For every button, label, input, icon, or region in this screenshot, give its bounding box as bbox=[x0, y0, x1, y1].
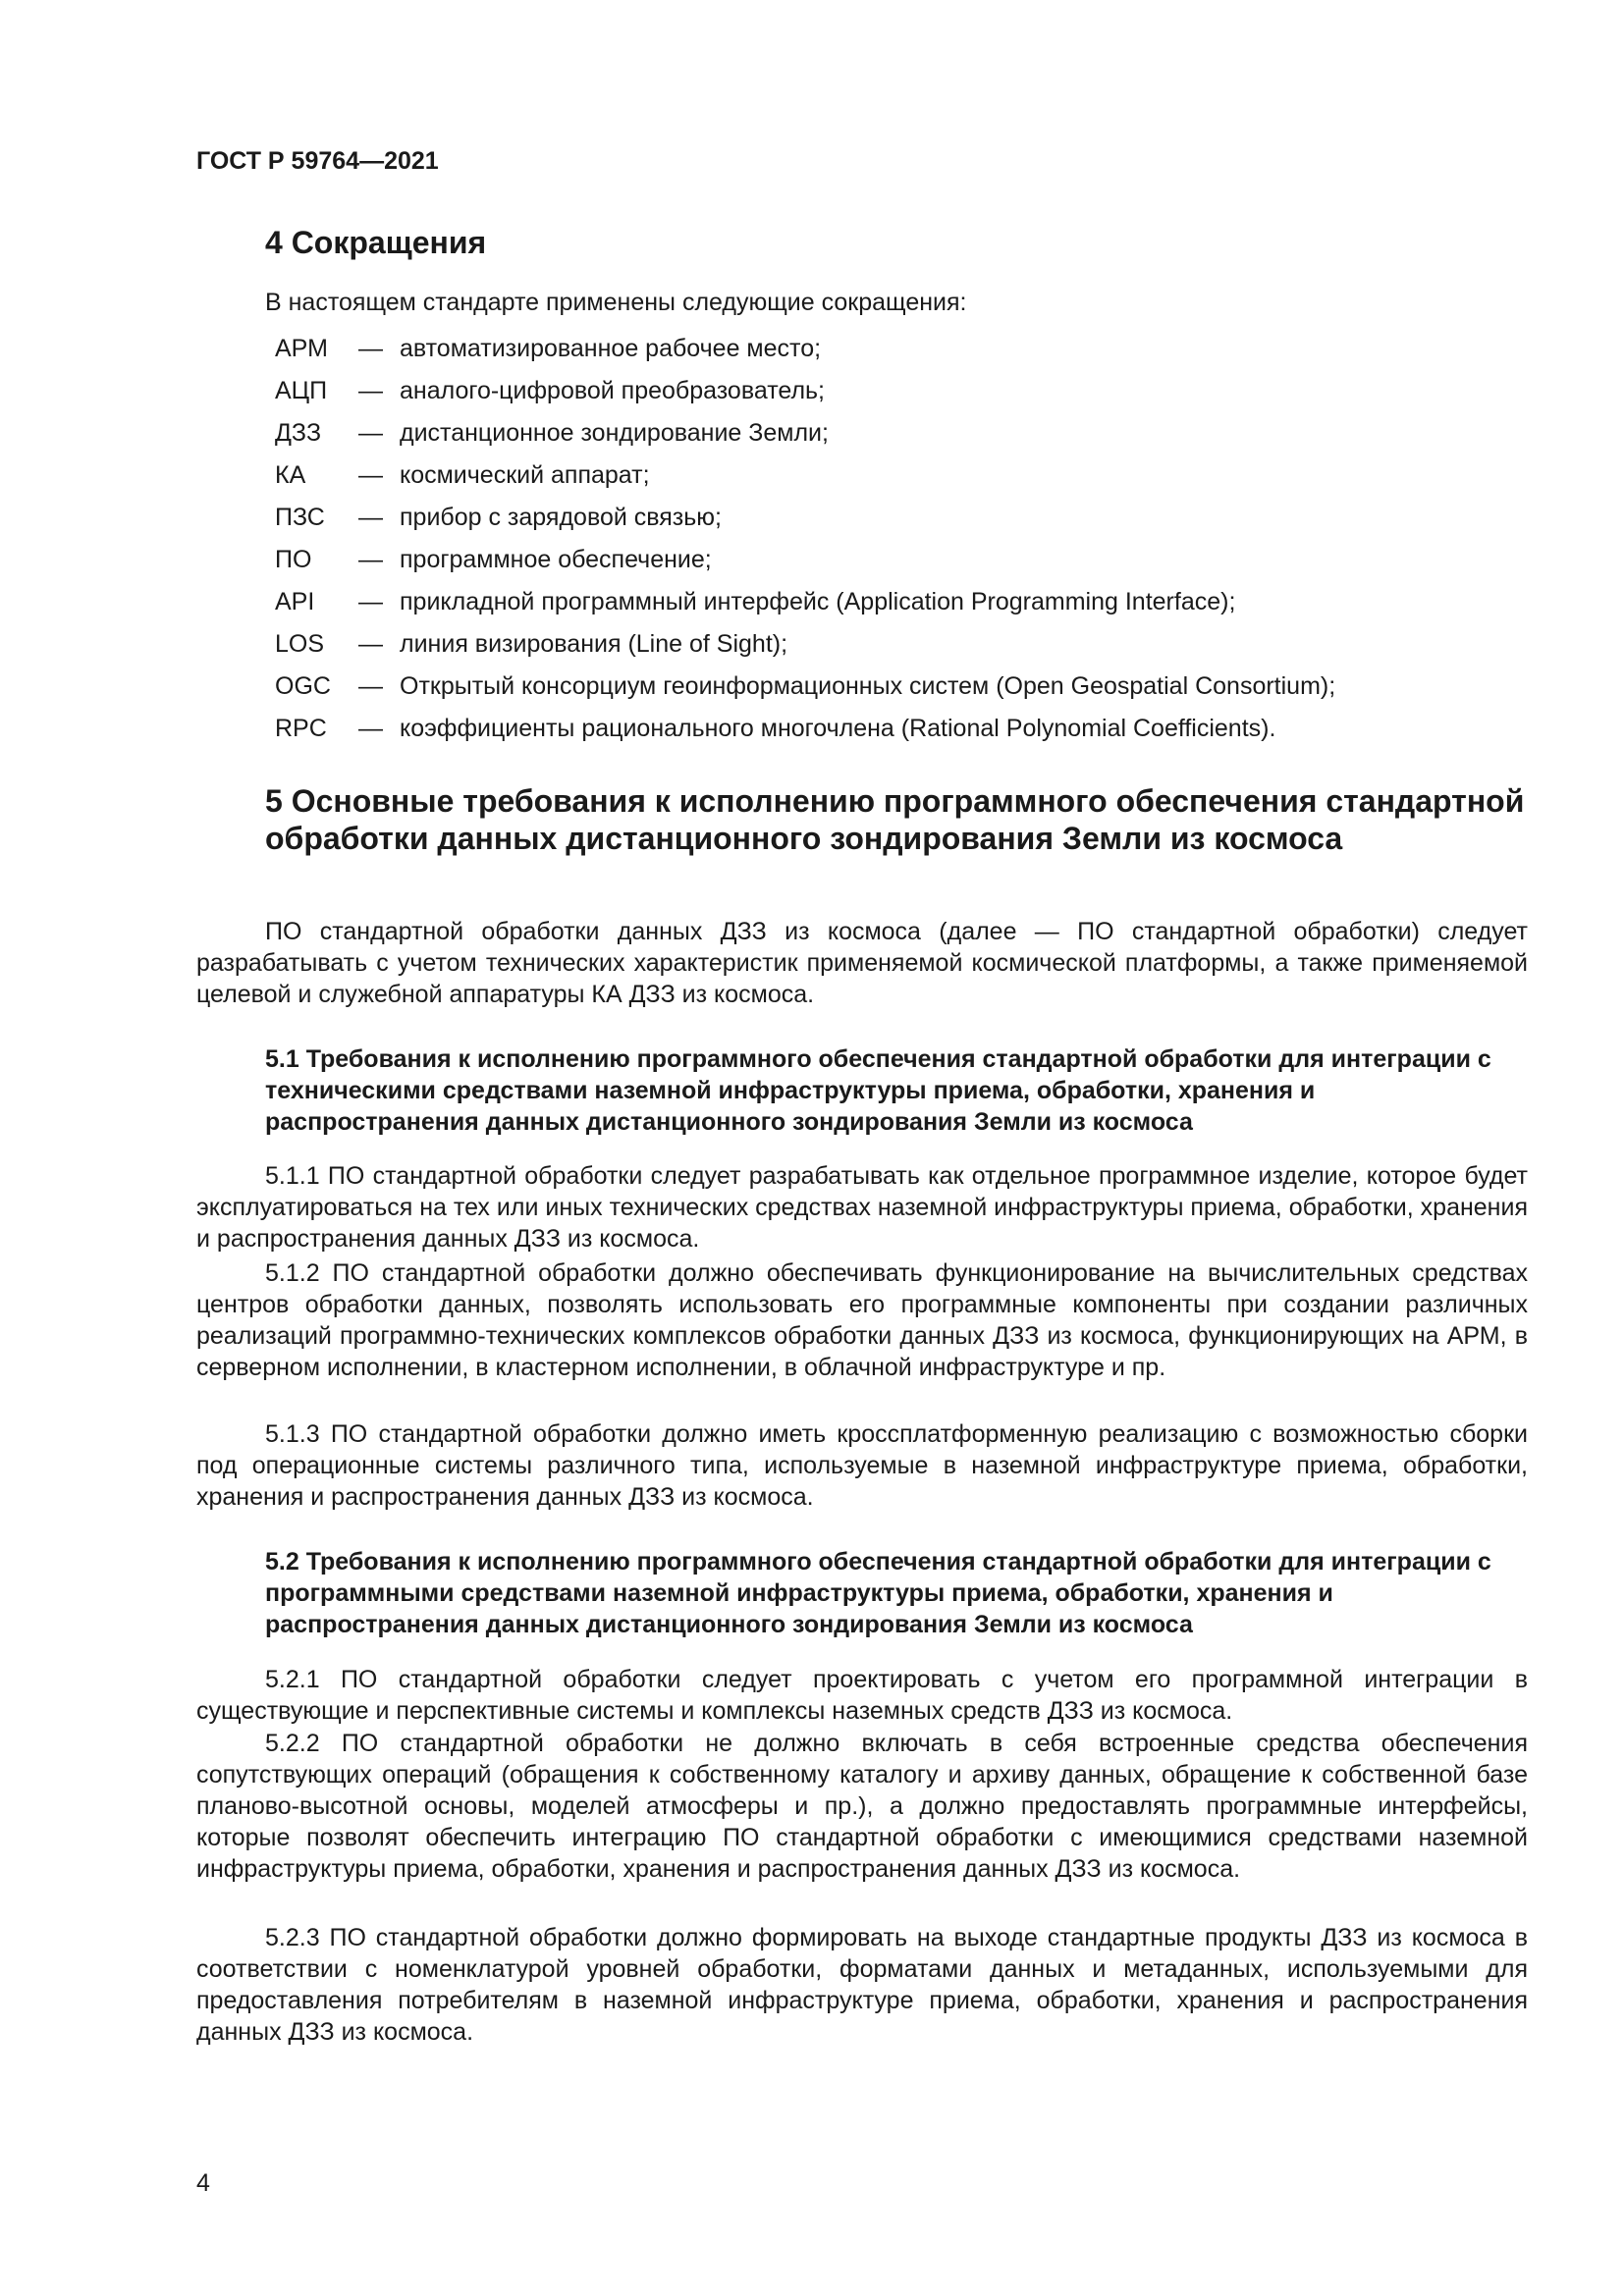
abbreviation-dash: — bbox=[358, 588, 383, 615]
abbreviation-code: API bbox=[275, 588, 315, 615]
abbreviation-definition: линия визирования (Line of Sight); bbox=[400, 630, 788, 658]
page-number: 4 bbox=[196, 2169, 210, 2197]
abbreviation-code: RPC bbox=[275, 715, 327, 742]
abbreviation-code: LOS bbox=[275, 630, 325, 658]
abbreviation-item bbox=[275, 581, 1335, 623]
abbreviation-definition: космический аппарат; bbox=[400, 461, 650, 489]
abbreviation-code: ПО bbox=[275, 546, 312, 573]
abbreviation-dash: — bbox=[358, 504, 383, 531]
abbreviation-dash: — bbox=[358, 335, 383, 362]
abbreviation-dash: — bbox=[358, 419, 383, 447]
abbreviation-code: АЦП bbox=[275, 377, 328, 404]
abbreviation-item bbox=[275, 539, 1335, 581]
abbreviation-code: КА bbox=[275, 461, 306, 489]
section-5-intro: ПО стандартной обработки данных ДЗЗ из космоса (далее — ПО стандартной обработки) следует разрабатывать с учетом технических характеристик применяемой космической платформы, а также применяемой целевой и служебной аппаратуры КА ДЗЗ из космоса. bbox=[196, 918, 1528, 1008]
abbreviation-item bbox=[275, 370, 1335, 412]
abbreviation-definition: аналого-цифровой преобразователь; bbox=[400, 377, 825, 404]
paragraph-5-1-1: 5.1.1 ПО стандартной обработки следует разрабатывать как отдельное программное изделие, которое будет эксплуатироваться на тех или иных технических средствах наземной инфраструктуры приема, обработки, хранения и распространения данных ДЗЗ из космоса. bbox=[196, 1162, 1528, 1253]
abbreviation-definition: прикладной программный интерфейс (Application Programming Interface); bbox=[400, 588, 1236, 615]
document-id-header: ГОСТ Р 59764—2021 bbox=[196, 147, 439, 175]
abbreviations-list bbox=[275, 328, 1335, 750]
abbreviation-dash: — bbox=[358, 377, 383, 404]
abbreviation-item bbox=[275, 412, 1335, 454]
abbreviation-definition: автоматизированное рабочее место; bbox=[400, 335, 822, 362]
paragraph-5-1-3: 5.1.3 ПО стандартной обработки должно иметь кроссплатформенную реализацию с возможностью сборки под операционные системы различного типа, используемые в наземной инфраструктуре приема, обработки, хранения и распространения данных ДЗЗ из космоса. bbox=[196, 1420, 1528, 1511]
abbreviation-dash: — bbox=[358, 630, 383, 658]
paragraph-5-2-3: 5.2.3 ПО стандартной обработки должно формировать на выходе стандартные продукты ДЗЗ из космоса в соответствии с номенклатурой уровней обработки, форматами данных и метаданных, используемыми для предоставления потребителям в наземной инфраструктуре приема, обработки, хранения и распространения данных ДЗЗ из космоса. bbox=[196, 1924, 1528, 2046]
abbreviation-code: OGC bbox=[275, 672, 331, 700]
abbreviation-definition: программное обеспечение; bbox=[400, 546, 712, 573]
abbreviation-dash: — bbox=[358, 546, 383, 573]
section-4-title: 4 Сокращения bbox=[265, 225, 487, 260]
abbreviation-definition: Открытый консорциум геоинформационных систем (Open Geospatial Consortium); bbox=[400, 672, 1336, 700]
paragraph-5-2-1: 5.2.1 ПО стандартной обработки следует проектировать с учетом его программной интеграции в существующие и перспективные системы и комплексы наземных средств ДЗЗ из космоса. bbox=[196, 1666, 1528, 1725]
abbreviation-item bbox=[275, 666, 1335, 708]
section-4-intro: В настоящем стандарте применены следующие сокращения: bbox=[265, 289, 967, 316]
abbreviation-dash: — bbox=[358, 715, 383, 742]
abbreviation-dash: — bbox=[358, 461, 383, 489]
subsection-5-1-title: 5.1 Требования к исполнению программного обеспечения стандартной обработки для интеграции с техническими средствами наземной инфраструктуры приема, обработки, хранения и распространения данных дистанционного зондирования Земли из космоса bbox=[265, 1045, 1491, 1136]
abbreviation-item bbox=[275, 708, 1335, 750]
paragraph-5-1-2: 5.1.2 ПО стандартной обработки должно обеспечивать функционирование на вычислительных средствах центров обработки данных, позволять использовать его программные компоненты при создании различных реализаций программно-технических комплексов обработки данных ДЗЗ из космоса, функционирующих на АРМ, в серверном исполнении, в кластерном исполнении, в облачной инфраструктуре и пр. bbox=[196, 1259, 1528, 1381]
abbreviation-item bbox=[275, 328, 1335, 370]
subsection-5-2-title: 5.2 Требования к исполнению программного обеспечения стандартной обработки для интеграции с программными средствами наземной инфраструктуры приема, обработки, хранения и распространения данных дистанционного зондирования Земли из космоса bbox=[265, 1548, 1491, 1638]
abbreviation-item bbox=[275, 497, 1335, 539]
abbreviation-code: ДЗЗ bbox=[275, 419, 322, 447]
abbreviation-item bbox=[275, 623, 1335, 666]
abbreviation-dash: — bbox=[358, 672, 383, 700]
abbreviation-code: ПЗС bbox=[275, 504, 325, 531]
abbreviation-definition: коэффициенты рационального многочлена (Rational Polynomial Coefficients). bbox=[400, 715, 1276, 742]
abbreviation-item bbox=[275, 454, 1335, 497]
abbreviation-code: АРМ bbox=[275, 335, 328, 362]
section-5-title: 5 Основные требования к исполнению программного обеспечения стандартной обработки данных дистанционного зондирования Земли из космоса bbox=[265, 783, 1525, 856]
abbreviation-definition: прибор с зарядовой связью; bbox=[400, 504, 722, 531]
paragraph-5-2-2: 5.2.2 ПО стандартной обработки не должно включать в себя встроенные средства обеспечения сопутствующих операций (обращения к собственному каталогу и архиву данных, обращение к собственной базе планово-высотной основы, моделей атмосферы и пр.), а должно предоставлять программные интерфейсы, которые позволят обеспечить интеграцию ПО стандартной обработки с имеющимися средствами наземной инфраструктуры приема, обработки, хранения и распространения данных ДЗЗ из космоса. bbox=[196, 1730, 1528, 1883]
abbreviation-definition: дистанционное зондирование Земли; bbox=[400, 419, 829, 447]
